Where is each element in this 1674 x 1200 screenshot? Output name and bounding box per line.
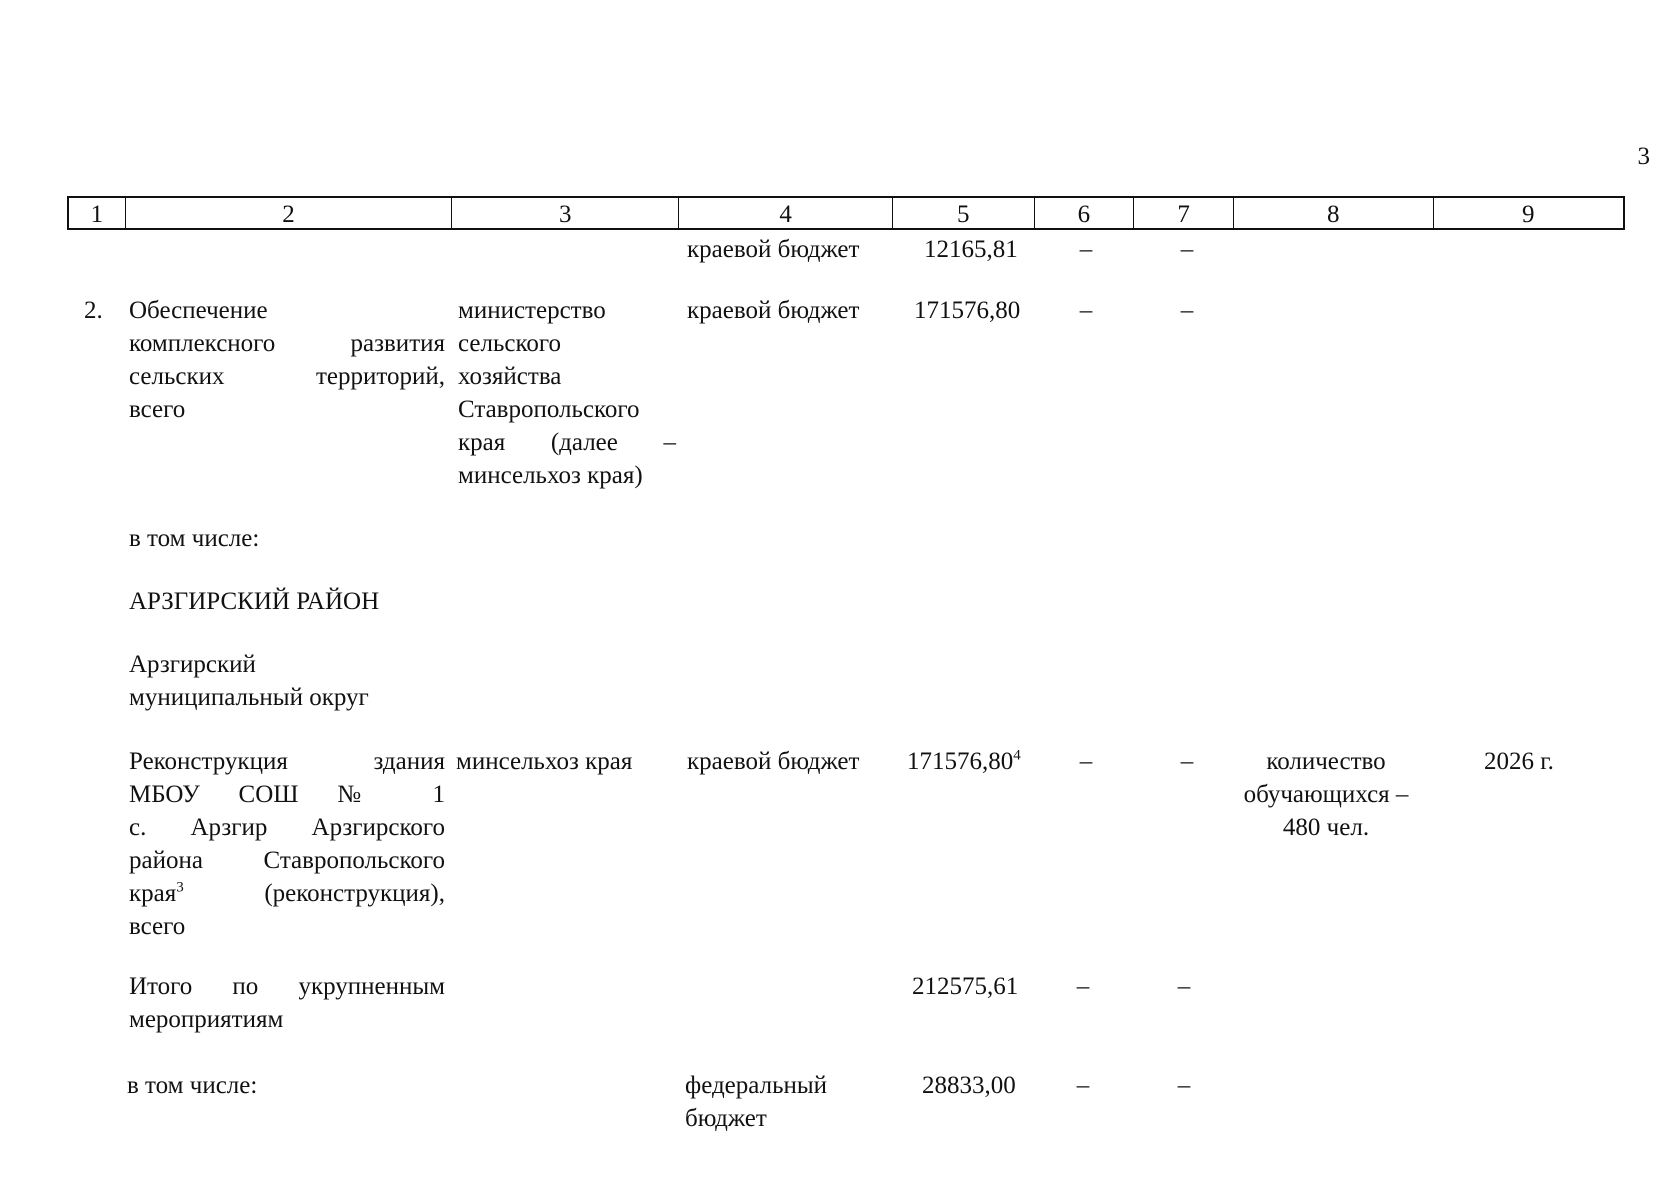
row5-indicator	[1226, 745, 1426, 844]
row7-col6: –	[1076, 1072, 1090, 1099]
row1-executor-line: Ставропольского	[458, 396, 640, 423]
row3-district: АРЗГИРСКИЙ РАЙОН	[129, 588, 380, 615]
row5-amount	[907, 745, 1021, 778]
header-col-5: 5	[893, 198, 1035, 228]
row1-amount: 171576,80	[914, 297, 1021, 324]
header-col-4: 4	[679, 198, 892, 228]
row5-amount-value: 171576,80	[907, 748, 1014, 775]
row5-indicator-line: 480 чел.	[1282, 814, 1370, 841]
row5-executor: минсельхоз края	[456, 748, 633, 775]
row6-col7: –	[1177, 973, 1191, 1000]
row4-line: муниципальный округ	[129, 684, 369, 711]
row6-line: Итого по укрупненным	[129, 973, 445, 1000]
page-number: 3	[1637, 143, 1650, 170]
row5-name-line: всего	[129, 913, 186, 940]
header-col-1: 1	[69, 198, 126, 228]
row4-municipality	[129, 648, 369, 714]
footnote-3: 3	[176, 879, 184, 896]
row1-executor-line: края (далее –	[458, 429, 676, 456]
row7-source-line: бюджет	[685, 1105, 767, 1132]
row5-indicator-line: количество	[1266, 748, 1386, 775]
row5-name-line: района Ставропольского	[129, 847, 445, 874]
row5-name-line-5	[129, 877, 445, 910]
row1-name-line: Обеспечение	[129, 297, 268, 324]
row7-label: в том числе:	[127, 1072, 258, 1099]
header-col-2: 2	[126, 198, 452, 228]
row5-source: краевой бюджет	[687, 748, 860, 775]
row1-number: 2.	[84, 297, 103, 324]
row5-name-line: Реконструкция здания	[129, 748, 445, 775]
row7-col7: –	[1177, 1072, 1191, 1099]
header-col-7: 7	[1134, 198, 1234, 228]
row5-col6: –	[1079, 748, 1093, 775]
row4-line: Арзгирский	[129, 651, 256, 678]
row1-name-line: комплексного развития	[129, 330, 445, 357]
row6-amount: 212575,61	[912, 973, 1019, 1000]
row5-year: 2026 г.	[1484, 748, 1554, 775]
row1-name-line: сельских территорий,	[129, 363, 445, 390]
row7-amount: 28833,00	[922, 1072, 1016, 1099]
row6-col6: –	[1076, 973, 1090, 1000]
row1-executor-line: министерство	[458, 297, 606, 324]
header-col-3: 3	[452, 198, 679, 228]
footnote-4: 4	[1013, 747, 1021, 764]
row5-name-line: с. Арзгир Арзгирского	[129, 814, 445, 841]
row1-executor	[458, 294, 676, 492]
header-col-9: 9	[1522, 201, 1535, 228]
row5-name-word: края$^3$	[129, 879, 184, 907]
row0-col6: –	[1079, 236, 1093, 263]
row1-name-line: всего	[129, 396, 186, 423]
row5-name	[129, 745, 445, 943]
row6-label	[129, 970, 445, 1036]
row0-source: краевой бюджет	[687, 236, 860, 263]
row5-indicator-line: обучающихся –	[1243, 781, 1409, 808]
row5-name-word: (реконструкция),	[264, 880, 445, 907]
row1-source: краевой бюджет	[687, 297, 860, 324]
header-col-8: 8	[1234, 198, 1433, 228]
row1-executor-line: хозяйства	[458, 363, 562, 390]
row7-source-line: федеральный	[685, 1072, 828, 1099]
row2-label: в том числе:	[129, 525, 260, 552]
row0-col7: –	[1180, 236, 1194, 263]
row1-name	[129, 294, 445, 426]
row1-executor-line: минсельхоз края)	[458, 462, 643, 489]
row1-col6: –	[1079, 297, 1093, 324]
table-header	[67, 196, 1625, 230]
row1-col7: –	[1180, 297, 1194, 324]
row7-source	[685, 1069, 827, 1135]
row5-col7: –	[1180, 748, 1194, 775]
header-col-6: 6	[1035, 198, 1135, 228]
row0-amount: 12165,81	[924, 236, 1018, 263]
row6-line: мероприятиям	[129, 1006, 284, 1033]
row5-name-line: МБОУ СОШ № 1	[129, 781, 445, 808]
row1-executor-line: сельского	[458, 330, 561, 357]
